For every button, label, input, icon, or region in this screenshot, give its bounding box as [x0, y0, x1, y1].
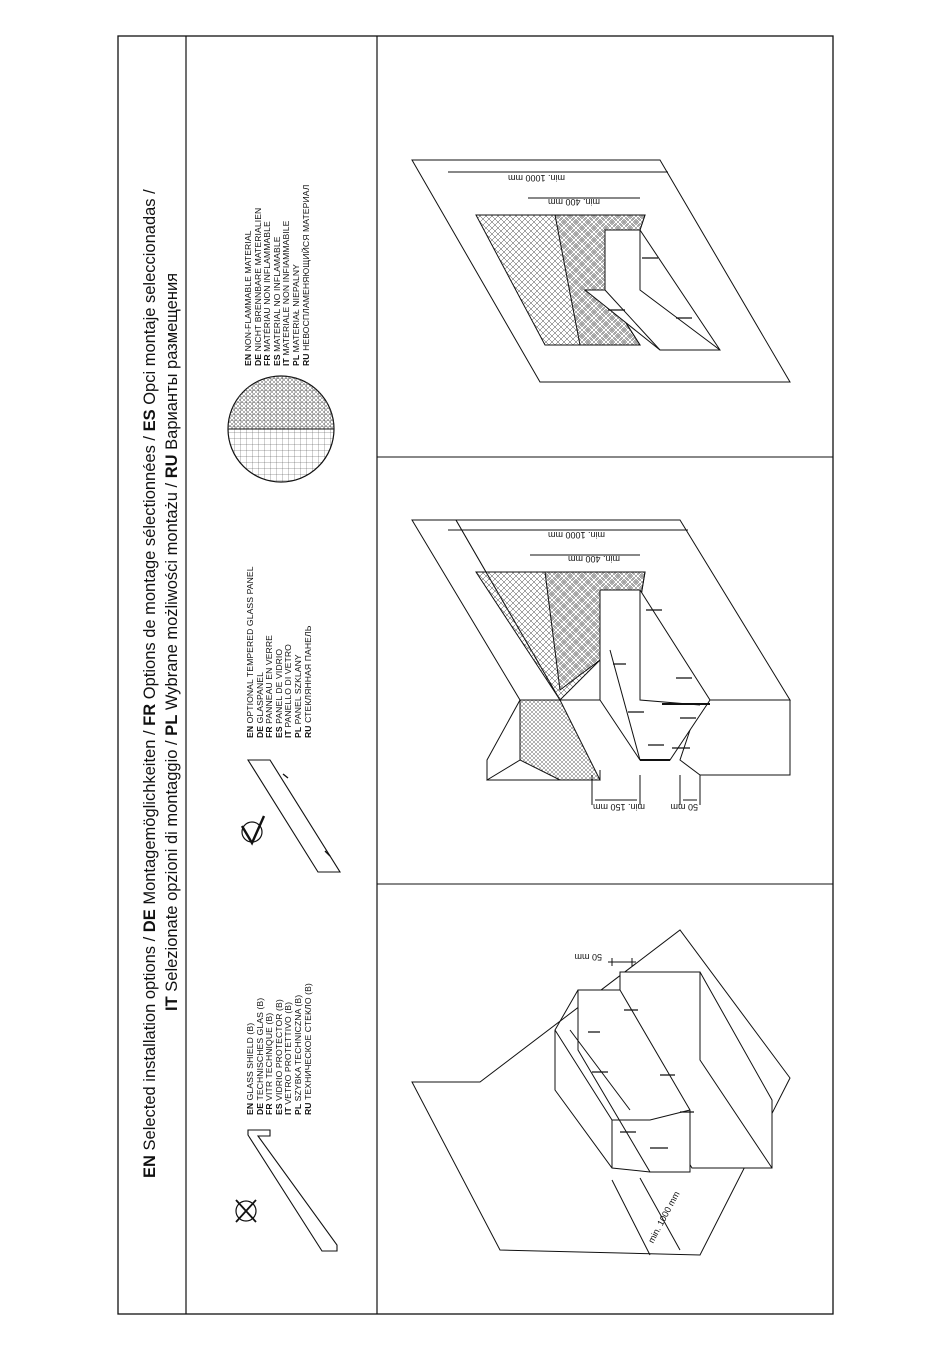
dim-corner-wall-clearance: min. 1000 mm — [547, 530, 605, 540]
legend-non-flammable: EN NON-FLAMMABLE MATERIAL DE NICHT BRENNBARE MATERIALIEN FR MATÉRIAU NON INFLAMMABLE ES MATERIAL NO INFLAMABLE IT MATERIALE NON INFIAMMABILE PL MATERIAŁ NIEPALNY RU НЕВОСПЛАМЕНЯЮЩИЙСЯ МАТЕРИАЛ — [243, 184, 311, 366]
dim-freestanding-clearance: min. 1000 mm — [646, 1189, 682, 1245]
dim-wall-panel-width: min. 400 mm — [547, 197, 600, 207]
legend-glass-shield: EN GLASS SHIELD (B) DE TECHNISCHES GLAS (B) FR VITR TECHNIQUE (B) ES VIDRIO PROTECTOR (B) IT VETRO PROTETTIVO (B) PL SZYBKA TECHNICZNA (B) RU ТЕХНИЧЕСКОЕ СТЕКЛО (B) — [245, 983, 313, 1115]
title-line-2: IT Selezionate opzioni di montaggio / PL Wybrane możliwości montażu / RU Варианты размещения — [163, 272, 181, 1011]
dim-corner-side-clearance: min. 150 mm — [592, 802, 645, 812]
dim-freestanding-gap: 50 mm — [574, 952, 602, 962]
dim-corner-gap: 50 mm — [670, 802, 698, 812]
dim-wall-clearance: min. 1000 mm — [507, 173, 565, 183]
legend-glass-panel: EN OPTIONAL TEMPERED GLASS PANEL DE GLASPANEL FR PANNEAU EN VERRE ES PANEL DE VIDRIO IT PANELLO DI VETRO PL PANEL SZKLANY RU СТЕКЛЯННАЯ ПАНЕЛЬ — [245, 566, 313, 738]
title-line-1: EN Selected installation options / DE Montagemöglichkeiten / FR Options de montage sélectionnées / ES Opci montaje seleccionadas / — [141, 189, 159, 1178]
dim-corner-panel-width: min. 400 mm — [567, 554, 620, 564]
